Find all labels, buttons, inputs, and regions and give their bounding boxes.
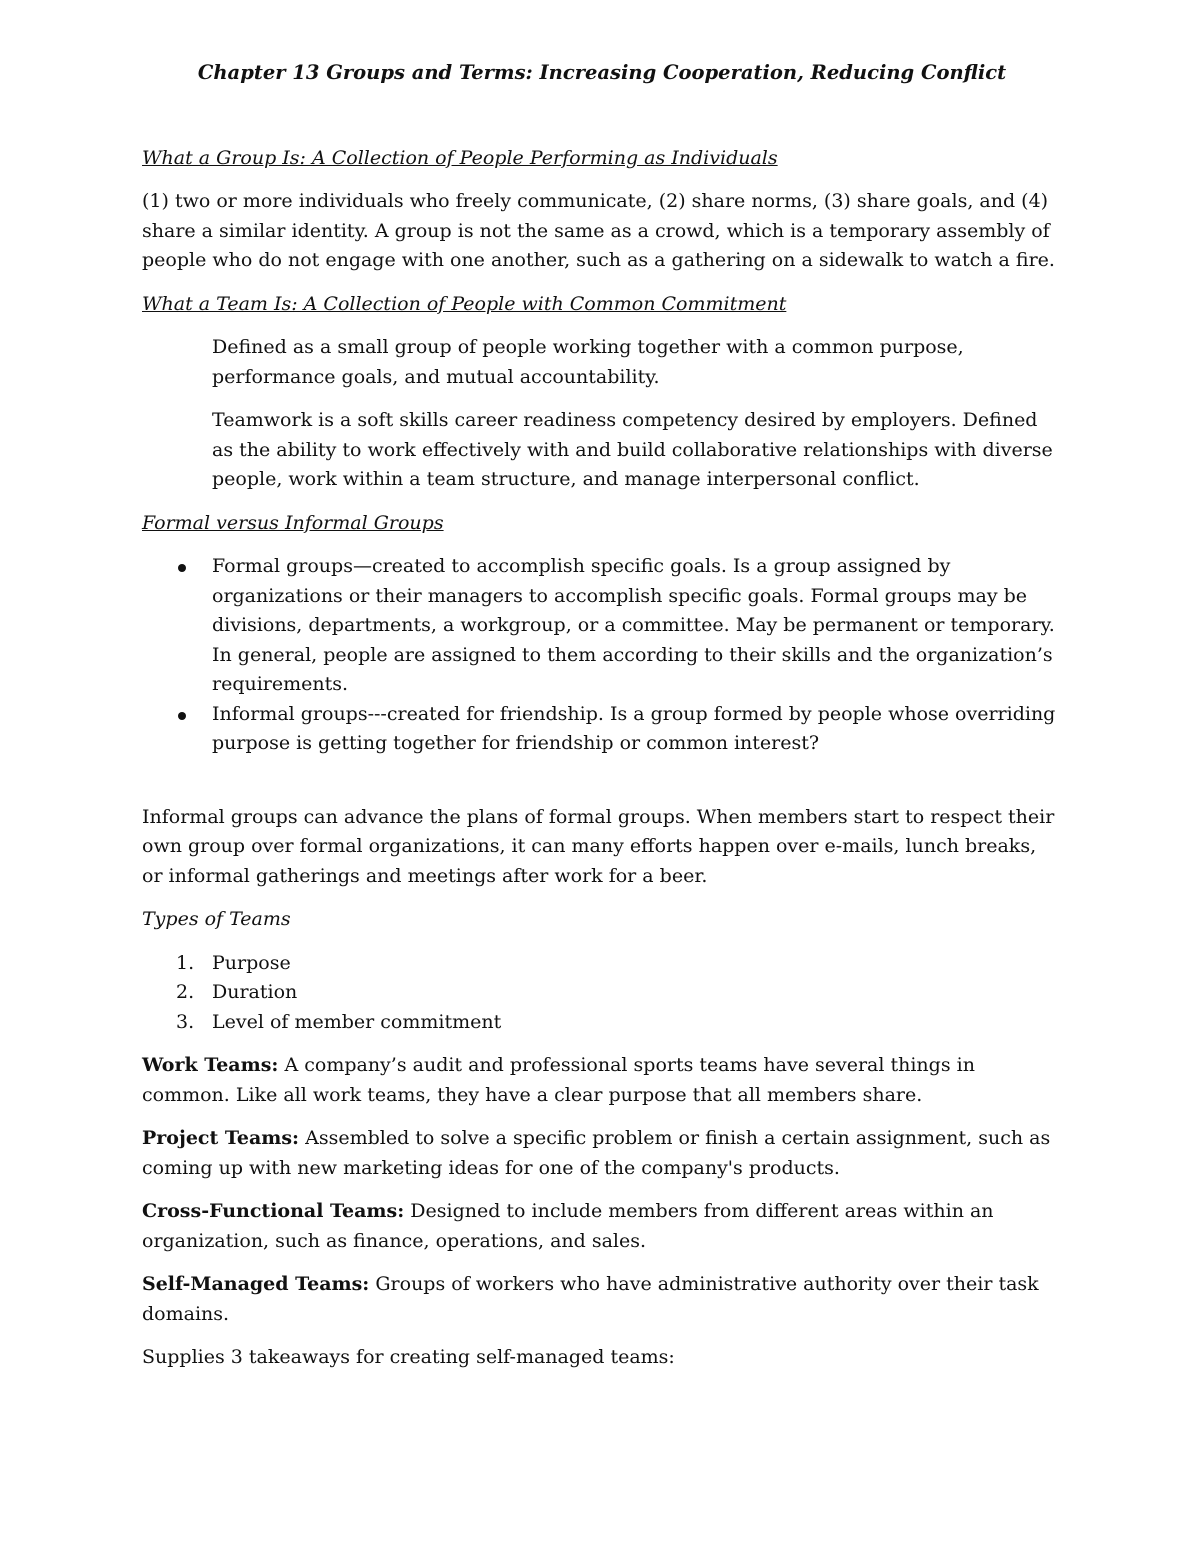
list-item xyxy=(142,1008,1062,1038)
informal-groups-text: Informal groups---created for friendship. Is a group formed by people whose overriding purpose is getting together for friendship or common interest? xyxy=(212,702,1056,754)
blank-line xyxy=(142,773,1062,803)
list-number: 1. xyxy=(176,951,195,974)
document-title: Chapter 13 Groups and Terms: Increasing Cooperation, Reducing Conflict xyxy=(197,61,1007,84)
list-item-text: Level of member commitment xyxy=(212,1010,502,1033)
group-definition: (1) two or more individuals who freely communicate, (2) share norms, (3) share goals, and (4) share a similar identity. A group is not the same as a crowd, which is a temporary assembly of people who do not engage with one another, such as a gathering on a sidewalk to watch a fire. xyxy=(142,190,1055,271)
project-teams-definition xyxy=(142,1124,1062,1183)
document-page xyxy=(142,58,1062,1387)
informal-groups-paragraph: Informal groups can advance the plans of formal groups. When members start to respect their own group over formal organizations, it can many efforts happen over e-mails, lunch breaks, or informal gatherings and meetings after work for a beer. xyxy=(142,805,1055,887)
definition-text: Groups of workers who have administrative authority over their task domains. xyxy=(142,1273,1039,1325)
self-managed-teams-definition xyxy=(142,1270,1062,1329)
list-item xyxy=(142,552,1062,700)
list-number: 3. xyxy=(176,1010,195,1033)
list-item-text: Purpose xyxy=(212,951,291,974)
definition-text: A company’s audit and professional sports teams have several things in common. Like all work teams, they have a clear purpose that all members share. xyxy=(142,1054,975,1106)
list-item xyxy=(142,700,1062,759)
work-teams-definition xyxy=(142,1051,1062,1110)
bullet-icon xyxy=(178,712,186,720)
list-number: 2. xyxy=(176,981,195,1003)
types-of-teams-heading: Types of Teams xyxy=(142,908,291,930)
definition-term: Project Teams: xyxy=(142,1127,300,1149)
team-heading: What a Team Is: A Collection of People with Common Commitment xyxy=(142,292,787,315)
cross-functional-teams-definition xyxy=(142,1197,1062,1256)
team-types-list xyxy=(142,949,1062,1038)
list-item-text: Duration xyxy=(212,981,298,1003)
list-item xyxy=(142,949,1062,979)
definition-text: Designed to include members from different areas within an organization, such as finance, operations, and sales. xyxy=(142,1200,994,1252)
group-types-list xyxy=(142,552,1062,759)
definition-text: Assembled to solve a specific problem or finish a certain assignment, such as coming up with new marketing ideas for one of the company's products. xyxy=(142,1127,1051,1179)
bullet-icon xyxy=(178,564,186,572)
formal-groups-text: Formal groups—created to accomplish specific goals. Is a group assigned by organizations or their managers to accomplish specific goals. Formal groups may be divisions, departments, a workgroup, or a committee. May be permanent or temporary. In general, people are assigned to them according to their skills and the organization’s requirements. xyxy=(212,555,1055,695)
teamwork-definition: Teamwork is a soft skills career readiness competency desired by employers. Defined as the ability to work effectively with and build collaborative relationships with diverse people, work within a team structure, and manage interpersonal conflict. xyxy=(212,409,1053,490)
closing-line: Supplies 3 takeaways for creating self-managed teams: xyxy=(142,1346,675,1368)
group-heading: What a Group Is: A Collection of People Performing as Individuals xyxy=(142,146,778,169)
formal-informal-heading: Formal versus Informal Groups xyxy=(142,511,444,534)
list-item xyxy=(142,978,1062,1008)
definition-term: Cross-Functional Teams: xyxy=(142,1200,405,1222)
team-definition: Defined as a small group of people working together with a common purpose, performance goals, and mutual accountability. xyxy=(212,336,964,388)
definition-term: Self-Managed Teams: xyxy=(142,1273,370,1295)
definition-term: Work Teams: xyxy=(142,1054,279,1076)
